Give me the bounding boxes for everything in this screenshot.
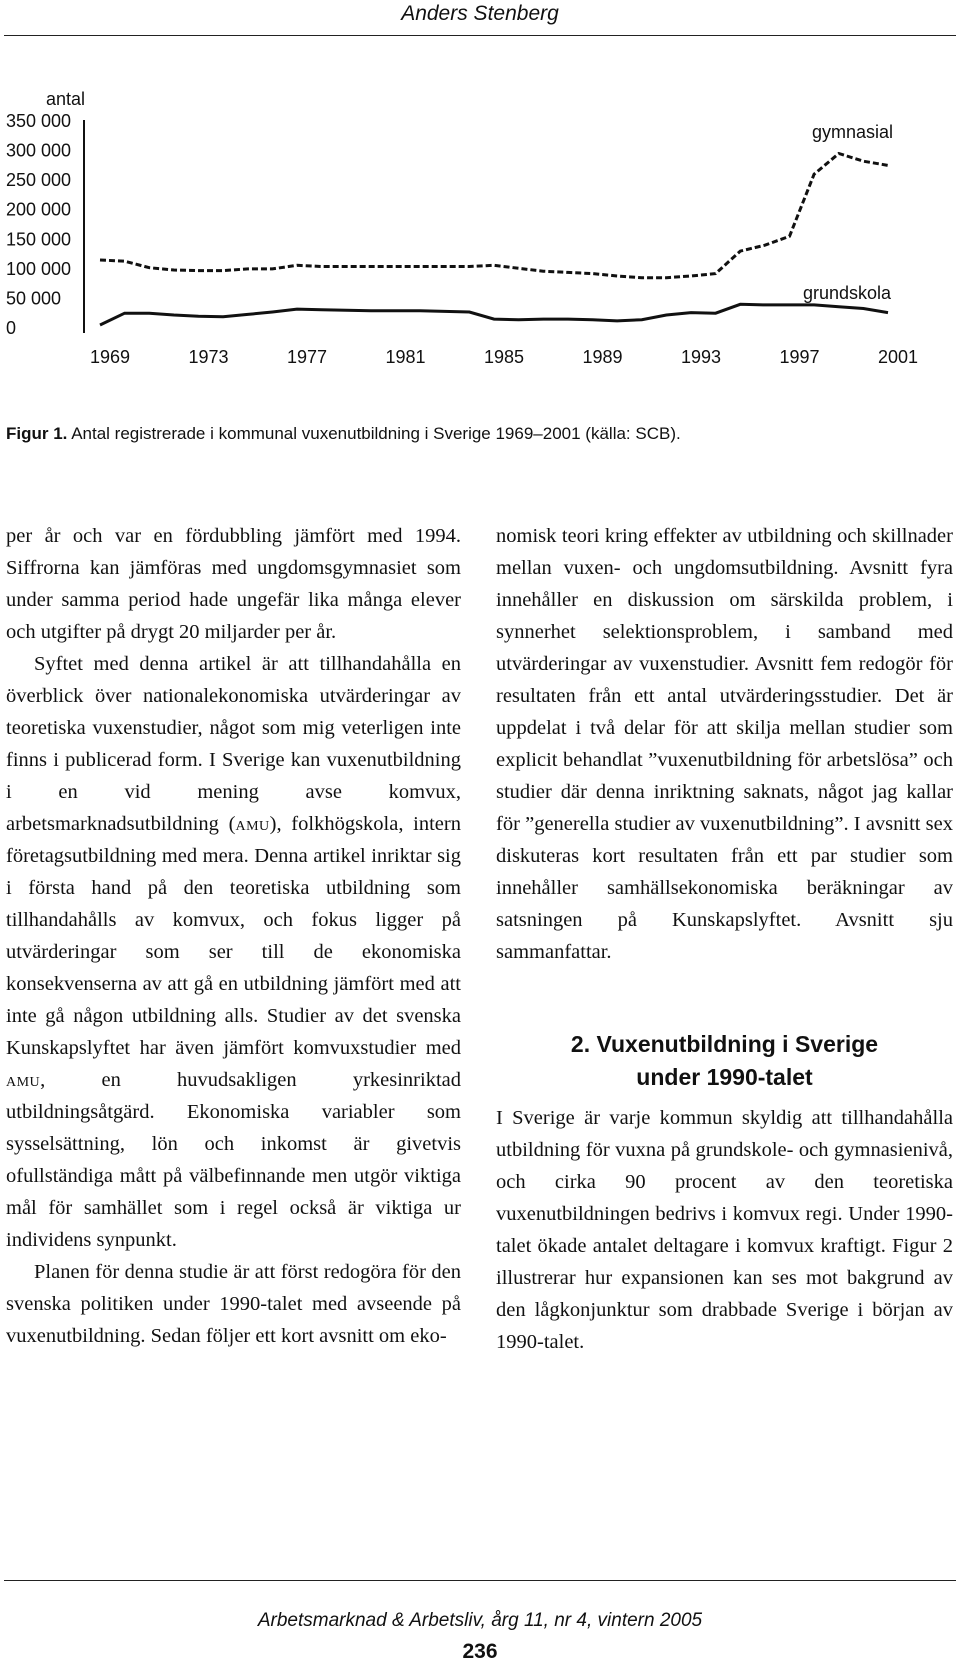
- y-tick-label: 200 000: [6, 199, 72, 220]
- journal-citation: Arbetsmarknad & Arbetsliv, årg 11, nr 4, vintern 2005: [257, 1610, 703, 1631]
- series-label-gymnasial: gymnasial: [811, 122, 893, 142]
- x-tick-label: 1969: [89, 347, 131, 367]
- x-tick-label: 2001: [877, 347, 919, 367]
- figure-1-chart: [0, 80, 960, 400]
- x-tick-label: 1989: [582, 347, 623, 367]
- caption-label: Figur 1.: [6, 424, 68, 443]
- running-head: Anders Stenberg: [401, 2, 559, 25]
- y-tick-label: 300 000: [6, 140, 72, 161]
- y-tick-label: 250 000: [6, 170, 72, 191]
- x-tick-label: 1985: [483, 347, 525, 367]
- figure-caption: [6, 424, 681, 444]
- x-tick-label: 1981: [385, 347, 426, 367]
- series-label-grundskola: grundskola: [802, 283, 891, 303]
- series-line-gymnasial: [100, 154, 888, 278]
- y-tick-label: 50 000: [6, 288, 62, 309]
- section-heading: 2. Vuxenutbildning i Sverige under 1990-talet: [570, 1031, 879, 1090]
- paragraph: Syftet med denna artikel är att tillhandahålla en överblick över nationalekonomiska utvärderingar av teoretiska vuxenstudier, något som mig veterligen inte finns i publicerad form. I Sverige kan vuxenutbildning i en vid mening avse komvux, arbetsmarknadsutbildning (amu), folkhögskola, intern företagsutbildning med mera. Denna artikel inriktar sig i första hand på den teoretiska utbildning som tillhandahålls av komvux, och fokus ligger på utvärderingar som ser till de ekonomiska konsekvenserna av att gå en utbildning jämfört med att inte gå någon utbildning alls. Studier av det svenska Kunskapslyftet har även jämfört komvuxstudier med amu, en huvudsakligen yrkesinriktad utbildningsåtgärd. Ekonomiska variabler som sysselsättning, lön och inkomst är givetvis ofullständiga mått på välbefinnande men utgör viktiga mål för samhället som i regel också är viktiga ur individens synpunkt.: [6, 653, 461, 1251]
- series-line-grundskola: [100, 304, 888, 325]
- y-axis-ticks: [6, 111, 71, 338]
- x-axis-ticks: [90, 347, 918, 367]
- paragraph: nomisk teori kring effekter av utbildning och skillnader mellan vuxen- och ungdomsutbildning. Avsnitt fyra innehåller en diskussion om särskilda problem, i synnerhet selektionsproblem, i samband med utvärderingar av vuxenstudier. Avsnitt fem redogör för resultaten från ett antal utvärderingsstudier. Det är uppdelat i två delar för att skilja mellan studier som explicit behandlat ”vuxenutbildning för arbetslösa” och studier där denna inriktning saknats, något jag kallar för ”generella studier av vuxenutbildning”. I avsnitt sex diskuteras kort resultaten från ett par studier som innehåller samhällsekonomiska beräkningar av satsningen på Kunskapslyftet. Avsnitt sju sammanfattar.: [496, 525, 953, 963]
- x-tick-label: 1973: [188, 347, 229, 367]
- caption-text: Antal registrerade i kommunal vuxenutbildning i Sverige 1969–2001 (källa: SCB).: [71, 424, 681, 443]
- x-tick-label: 1993: [680, 347, 722, 367]
- body-column-left: [6, 520, 461, 1352]
- header-rule: [4, 35, 956, 36]
- y-tick-label: 350 000: [6, 111, 72, 131]
- y-tick-label: 150 000: [6, 229, 72, 250]
- paragraph: per år och var en fördubbling jämfört med 1994. Siffrorna kan jämföras med ungdomsgymnasiet som under samma period hade ungefär lika många elever och utgifter på drygt 20 miljarder per år.: [6, 525, 461, 643]
- abbreviation-amu: amu: [235, 813, 270, 835]
- y-axis-title: antal: [46, 89, 86, 109]
- paragraph: I Sverige är varje kommun skyldig att tillhandahålla utbildning för vuxna på grundskole- och gymnasienivå, och cirka 90 procent av den teoretiska vuxenutbildningen bedrivs i komvux regi. Under 1990-talet ökade antalet deltagare i komvux kraftigt. Figur 2 illustrerar hur expansionen kan ses mot bakgrund av den lågkonjunktur som drabbade Sverige i början av 1990-talet.: [496, 1107, 953, 1353]
- abbreviation-amu: amu: [6, 1069, 41, 1091]
- paragraph: Planen för denna studie är att först redogöra för den svenska politiken under 1990-talet med avseende på vuxenutbildning. Sedan följer ett kort avsnitt om eko-: [6, 1261, 461, 1347]
- page-number: 236: [462, 1640, 498, 1663]
- footer-rule: [4, 1580, 956, 1581]
- x-tick-label: 1977: [286, 347, 328, 367]
- y-tick-label: 0: [6, 318, 17, 338]
- body-column-right: [496, 520, 953, 1358]
- y-tick-label: 100 000: [6, 258, 72, 279]
- x-tick-label: 1997: [779, 347, 820, 367]
